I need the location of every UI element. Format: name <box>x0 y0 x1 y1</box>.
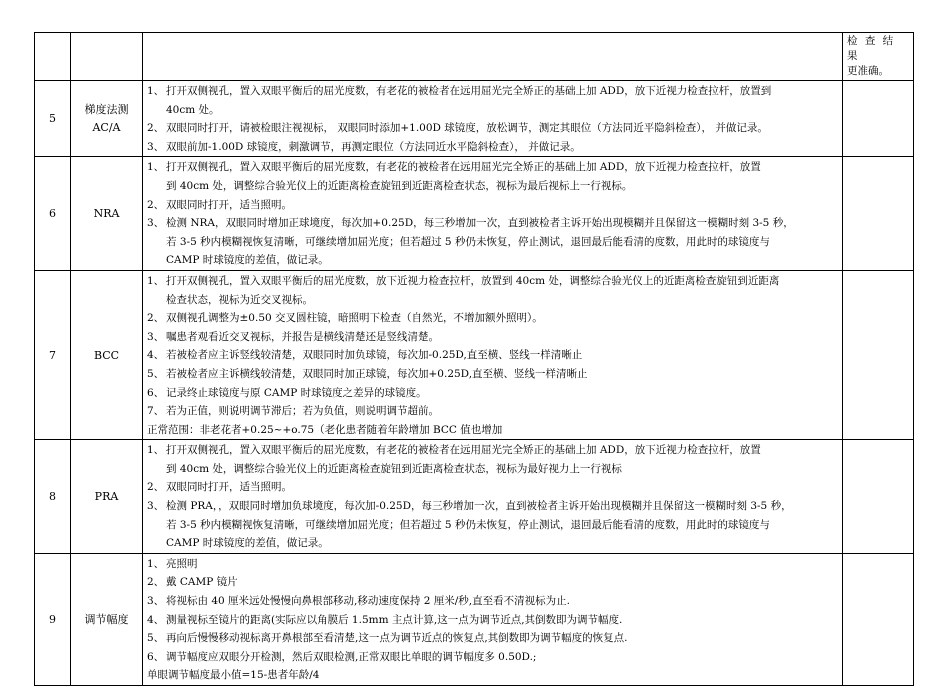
result-note-line2: 更准确。 <box>847 65 889 77</box>
step-index <box>147 101 166 120</box>
step-line <box>147 573 838 592</box>
row-number: 9 <box>35 553 71 685</box>
step-line <box>147 648 838 667</box>
step-line <box>147 441 838 460</box>
procedure-cell <box>143 440 843 554</box>
step-index: 2、 <box>147 576 165 589</box>
step-text: 双侧视孔调整为±0.50 交叉圆柱镜，暗照明下检查（自然光，不增加额外照明）。 <box>166 312 543 325</box>
step-index: 2、 <box>147 198 165 211</box>
step-index <box>147 291 166 310</box>
test-name-line1: PRA <box>94 490 119 504</box>
step-index: 3、 <box>147 500 165 513</box>
result-cell <box>843 440 914 554</box>
step-line <box>147 291 838 310</box>
step-text: 将视标由 40 厘米远处慢慢向鼻根部移动,移动速度保持 2 厘米/秒,直至看不清视标为止. <box>166 595 570 608</box>
result-cell <box>843 157 914 271</box>
row-number: 7 <box>35 270 71 439</box>
step-line <box>147 233 838 252</box>
step-text: 嘱患者观看近交叉视标，并报告是横线清楚还是竖线清楚。 <box>166 330 439 343</box>
step-line <box>147 365 838 384</box>
procedure-cell <box>143 81 843 157</box>
step-line <box>147 629 838 648</box>
step-index: 3、 <box>147 140 165 153</box>
row-number: 6 <box>35 157 71 271</box>
step-index <box>147 460 166 479</box>
step-line <box>147 214 838 233</box>
step-text: 若 3-5 秒内模糊视恢复清晰，可继续增加屈光度；但若超过 5 秒仍未恢复，停止测试，退回最后能看清的度数，用此时的球镜度与 <box>166 518 770 531</box>
step-line <box>147 384 838 403</box>
step-index: 3、 <box>147 595 165 608</box>
step-text: CAMP 时球镜度的差值，做记录。 <box>166 254 329 267</box>
table-row <box>35 157 914 271</box>
procedure-cell <box>143 157 843 271</box>
step-line <box>147 478 838 497</box>
step-text: 检查状态，视标为近交叉视标。 <box>166 293 313 306</box>
step-index: 4、 <box>147 349 165 362</box>
step-text: 记录终止球镜度与原 CAMP 时球镜度之差异的球镜度。 <box>166 386 427 399</box>
step-text: 双眼同时打开，请被检眼注视视标， 双眼同时添加+1.00D 球镜度，放松调节，测定其眼位（方法同近平隐斜检查）， 并做记录。 <box>166 122 768 135</box>
formula-note: 单眼调节幅度最小值=15-患者年龄/4 <box>147 669 320 682</box>
cell-empty-content <box>143 33 843 81</box>
result-cell <box>843 81 914 157</box>
step-index: 1、 <box>147 274 165 287</box>
step-text: 检测 PRA，，双眼同时增加负球境度，每次加-0.25D，每三秒增加一次，直到被检者主诉开始出现模糊并且保留这一模糊时刻 3-5 秒， <box>166 500 792 513</box>
step-index: 5、 <box>147 367 165 380</box>
step-index <box>147 516 166 535</box>
procedure-cell <box>143 270 843 439</box>
step-text: CAMP 时球镜度的差值，做记录。 <box>166 537 329 550</box>
table-row <box>35 81 914 157</box>
test-name-cell <box>71 270 143 439</box>
step-line <box>147 101 838 120</box>
result-cell <box>843 270 914 439</box>
step-index: 1、 <box>147 85 165 97</box>
step-index: 1、 <box>147 444 165 457</box>
step-line <box>147 516 838 535</box>
step-index: 3、 <box>147 330 165 343</box>
procedure-table <box>34 32 914 686</box>
step-line <box>147 555 838 574</box>
row-number: 8 <box>35 440 71 554</box>
step-text: 亮照明 <box>166 557 198 570</box>
step-line <box>147 196 838 215</box>
step-index: 2、 <box>147 481 165 494</box>
step-index: 1、 <box>147 161 165 174</box>
step-text: 40cm 处。 <box>166 103 220 116</box>
result-note-line1: 检 查 结 果 <box>847 35 896 62</box>
test-name-line2: AC/A <box>92 120 121 134</box>
step-index: 6、 <box>147 650 165 663</box>
step-text: 打开双侧视孔，置入双眼平衡后的屈光度数，有老花的被检者在远用屈光完全矫正的基础上加 ADD，放下近视力检查拉杆，放置 <box>166 161 761 174</box>
step-line <box>147 611 838 630</box>
test-name-cell <box>71 553 143 685</box>
test-name-line1: 调节幅度 <box>84 613 129 627</box>
step-text: 戴 CAMP 镜片 <box>166 576 238 589</box>
normal-range-note: 正常范围：非老花者+0.25~+o.75（老化患者随着年龄增加 BCC 值也增加 <box>147 423 503 436</box>
test-name-cell <box>71 81 143 157</box>
step-line <box>147 82 838 101</box>
step-text: 调节幅度应双眼分开检测，然后双眼检测,正常双眼比单眼的调节幅度多 0.50D.; <box>166 650 537 663</box>
result-note-cell <box>843 33 914 81</box>
step-text: 到 40cm 处，调整综合验光仪上的近距离检查旋钮到近距离检查状态，视标为最后视标上一行视标。 <box>166 179 633 192</box>
row-number: 5 <box>35 81 71 157</box>
step-text: 双眼同时打开，适当照明。 <box>166 198 292 211</box>
step-line <box>147 138 838 157</box>
table-row <box>35 553 914 685</box>
step-line <box>147 592 838 611</box>
table-row <box>35 440 914 554</box>
cell-empty-name <box>71 33 143 81</box>
step-text: 若为正值，则说明调节滞后；若为负值，则说明调节超前。 <box>166 405 439 418</box>
step-index: 5、 <box>147 632 165 645</box>
step-text: 测量视标至镜片的距离(实际应以角膜后 1.5mm 主点计算,这一点为调节近点,其倒数即为调节幅度. <box>166 613 623 626</box>
step-text: 打开双侧视孔，置入双眼平衡后的屈光度数，放下近视力检查拉杆，放置到 40cm 处，调整综合验光仪上的近距离检查旋钮到近距离 <box>166 274 780 287</box>
step-line <box>147 251 838 270</box>
procedure-cell <box>143 553 843 685</box>
result-cell <box>843 553 914 685</box>
step-index <box>147 177 166 196</box>
step-line <box>147 158 838 177</box>
table-row <box>35 270 914 439</box>
step-text: 双眼前加-1.00D 球镜度，刺激调节，再测定眼位（方法同近水平隐斜检查）， 并做记录。 <box>166 140 581 153</box>
step-text: 检测 NRA，双眼同时增加正球境度，每次加+0.25D，每三秒增加一次，直到被检者主诉开始出现模糊并且保留这一模糊时刻 3-5 秒， <box>166 217 794 230</box>
step-line <box>147 119 838 138</box>
step-text: 若 3-5 秒内模糊视恢复清晰，可继续增加屈光度；但若超过 5 秒仍未恢复，停止测试，退回最后能看清的度数，用此时的球镜度与 <box>166 235 770 248</box>
step-index: 7、 <box>147 405 165 418</box>
step-line <box>147 534 838 553</box>
test-name-cell <box>71 157 143 271</box>
step-text: 双眼同时打开，适当照明。 <box>166 481 292 494</box>
test-name-line1: 梯度法测 <box>84 102 129 116</box>
step-line <box>147 328 838 347</box>
step-text: 到 40cm 处，调整综合验光仪上的近距离检查旋钮到近距离检查状态，视标为最好视力上一行视标 <box>166 462 622 475</box>
cell-empty-no <box>35 33 71 81</box>
step-text: 打开双侧视孔，置入双眼平衡后的屈光度数，有老花的被检者在远用屈光完全矫正的基础上加 ADD，放下近视力检查拉杆，放置 <box>166 444 761 457</box>
step-line <box>147 346 838 365</box>
step-text: 再向后慢慢移动视标离开鼻根部至看清楚,这一点为调节近点的恢复点,其倒数即为调节幅度的恢复点. <box>166 632 628 645</box>
step-line <box>147 497 838 516</box>
step-index: 1、 <box>147 557 165 570</box>
step-index <box>147 233 166 252</box>
step-text: 若被检者应主诉横线较清楚，双眼同时加正球镜，每次加+0.25D,直至横、竖线一样清晰止 <box>166 367 588 380</box>
table-row-top <box>35 33 914 81</box>
test-name-line1: BCC <box>93 348 120 362</box>
step-index <box>147 251 166 270</box>
step-index: 4、 <box>147 613 165 626</box>
step-index: 3、 <box>147 217 165 230</box>
step-index <box>147 534 166 553</box>
step-line <box>147 272 838 291</box>
step-index: 2、 <box>147 312 165 325</box>
step-text: 打开双侧视孔，置入双眼平衡后的屈光度数，有老花的被检者在远用屈光完全矫正的基础上加 ADD，放下近视力检查拉杆，放置到 <box>166 85 772 97</box>
step-index: 6、 <box>147 386 165 399</box>
test-name-cell <box>71 440 143 554</box>
step-line <box>147 177 838 196</box>
step-line <box>147 402 838 421</box>
step-index: 2、 <box>147 122 165 135</box>
step-text: 若被检者应主诉竖线较清楚，双眼同时加负球镜，每次加-0.25D,直至横、竖线一样清晰止 <box>166 349 583 362</box>
step-line <box>147 460 838 479</box>
test-name-line1: NRA <box>93 207 120 221</box>
step-line <box>147 309 838 328</box>
